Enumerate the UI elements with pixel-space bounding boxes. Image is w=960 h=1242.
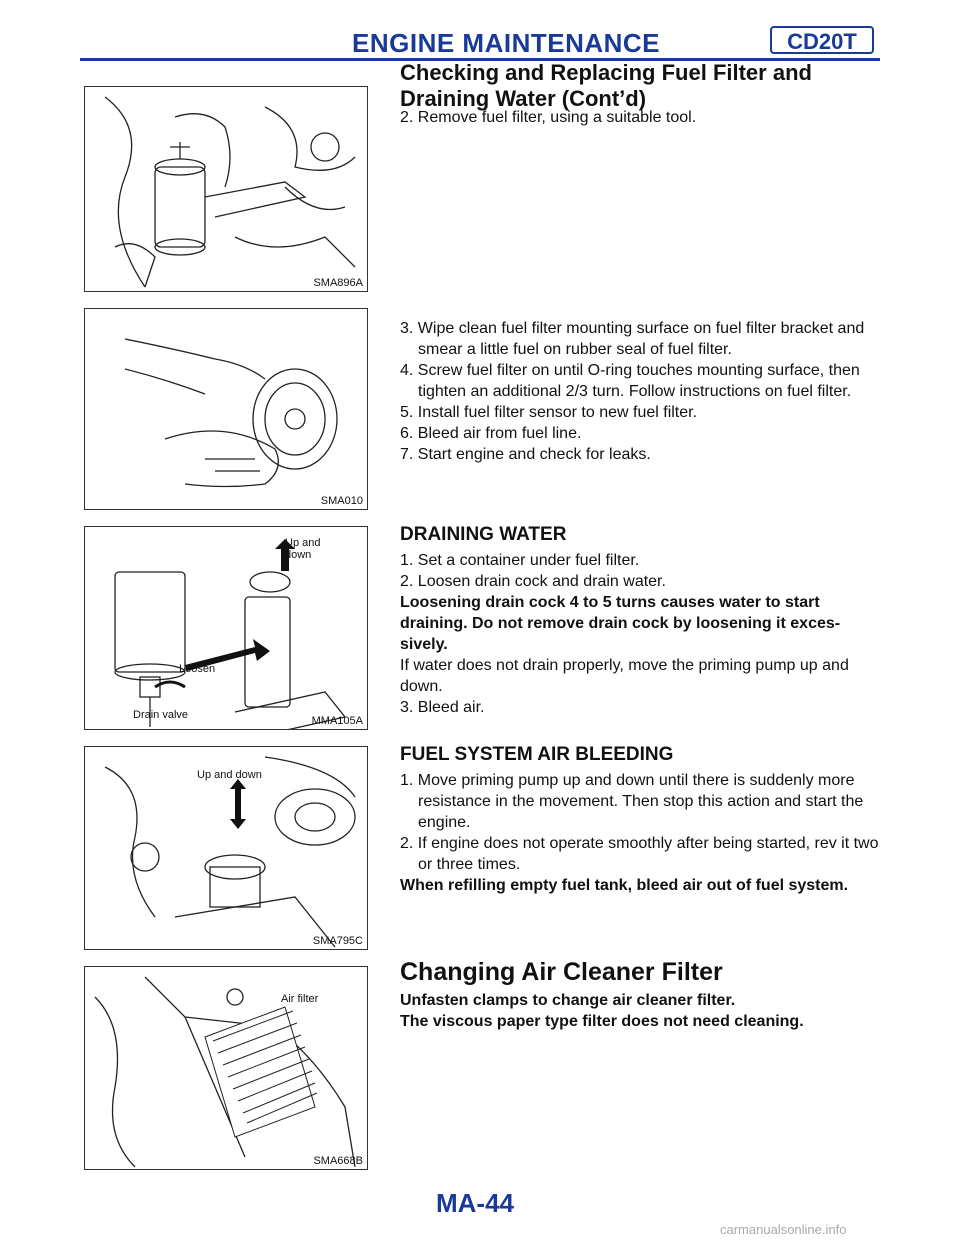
figure-code: SMA896A: [313, 277, 363, 289]
step-screw: 4. Screw fuel filter on until O-ring touches mounting surface, then tighten an additional 2/3 turn. Follow instructions on fuel filter.: [400, 362, 860, 400]
warning-drain-cock: Loosening drain cock 4 to 5 turns causes water to start draining. Do not remove drain cock by loosening it exces- sively.: [400, 594, 841, 653]
label-down: down: [285, 549, 312, 561]
figure-filter-installation: [84, 308, 368, 510]
figure-code: SMA668B: [313, 1155, 363, 1167]
label-up-and-down: Up and down: [197, 769, 262, 781]
drain-valve-illustration: [85, 527, 368, 730]
heading-air-bleeding: FUEL SYSTEM AIR BLEEDING: [400, 744, 674, 765]
air-filter-illustration: [85, 967, 368, 1170]
step-loosen-drain: 2. Loosen drain cock and drain water.: [400, 573, 666, 590]
step-start-engine: 7. Start engine and check for leaks.: [400, 446, 651, 463]
text-block-install: [400, 318, 882, 465]
label-up: Up and: [285, 537, 321, 549]
section-title-line2: Draining Water (Cont’d): [400, 86, 647, 111]
instruction-unfasten: Unfasten clamps to change air cleaner filter.: [400, 992, 736, 1009]
step-bleed: 6. Bleed air from fuel line.: [400, 425, 582, 442]
note-priming-pump: If water does not drain properly, move the priming pump up and down.: [400, 657, 849, 695]
model-code-badge: CD20T: [770, 26, 874, 54]
step-set-container: 1. Set a container under fuel filter.: [400, 552, 640, 569]
figure-air-bleeding: [84, 746, 368, 950]
label-drain-valve: Drain valve: [133, 709, 189, 721]
section-title: [400, 60, 812, 112]
step-wipe: 3. Wipe clean fuel filter mounting surface on fuel filter bracket and smear a little fuel on rubber seal of fuel filter.: [400, 320, 865, 358]
step-bleed-air: 3. Bleed air.: [400, 699, 485, 716]
header-title: ENGINE MAINTENANCE: [352, 28, 661, 58]
watermark: carmanualsonline.info: [720, 1222, 847, 1237]
section-title-line1: Checking and Replacing Fuel Filter and: [400, 60, 812, 85]
fuel-filter-removal-illustration: [85, 87, 368, 292]
text-block-remove: [400, 107, 882, 128]
text-block-draining: [400, 550, 882, 718]
text-block-air-bleeding: [400, 770, 882, 896]
label-up-down: [285, 537, 320, 561]
note-no-cleaning: The viscous paper type filter does not need cleaning.: [400, 1013, 804, 1030]
heading-draining-water: DRAINING WATER: [400, 524, 567, 545]
figure-draining-water: [84, 526, 368, 730]
label-air-filter: Air filter: [281, 993, 319, 1005]
text-block-air-cleaner: [400, 990, 882, 1032]
figure-fuel-filter-removal: [84, 86, 368, 292]
step-move-priming-pump: 1. Move priming pump up and down until there is suddenly more resistance in the movement. Then stop this action and start the engine.: [400, 772, 864, 831]
hands-installing-filter-illustration: [85, 309, 368, 510]
figure-code: SMA795C: [312, 935, 363, 947]
heading-air-cleaner: Changing Air Cleaner Filter: [400, 958, 723, 986]
figure-air-cleaner: [84, 966, 368, 1170]
label-loosen: Loosen: [179, 663, 216, 675]
step-install-sensor: 5. Install fuel filter sensor to new fuel filter.: [400, 404, 698, 421]
figure-code: MMA105A: [311, 715, 363, 727]
figure-code: SMA010: [320, 495, 363, 507]
warning-refill-tank: When refilling empty fuel tank, bleed air out of fuel system.: [400, 877, 849, 894]
page-number: MA-44: [436, 1188, 515, 1218]
step-remove-filter: 2. Remove fuel filter, using a suitable tool.: [400, 109, 697, 126]
step-rev-engine: 2. If engine does not operate smoothly after being started, rev it two or three times.: [400, 835, 879, 873]
